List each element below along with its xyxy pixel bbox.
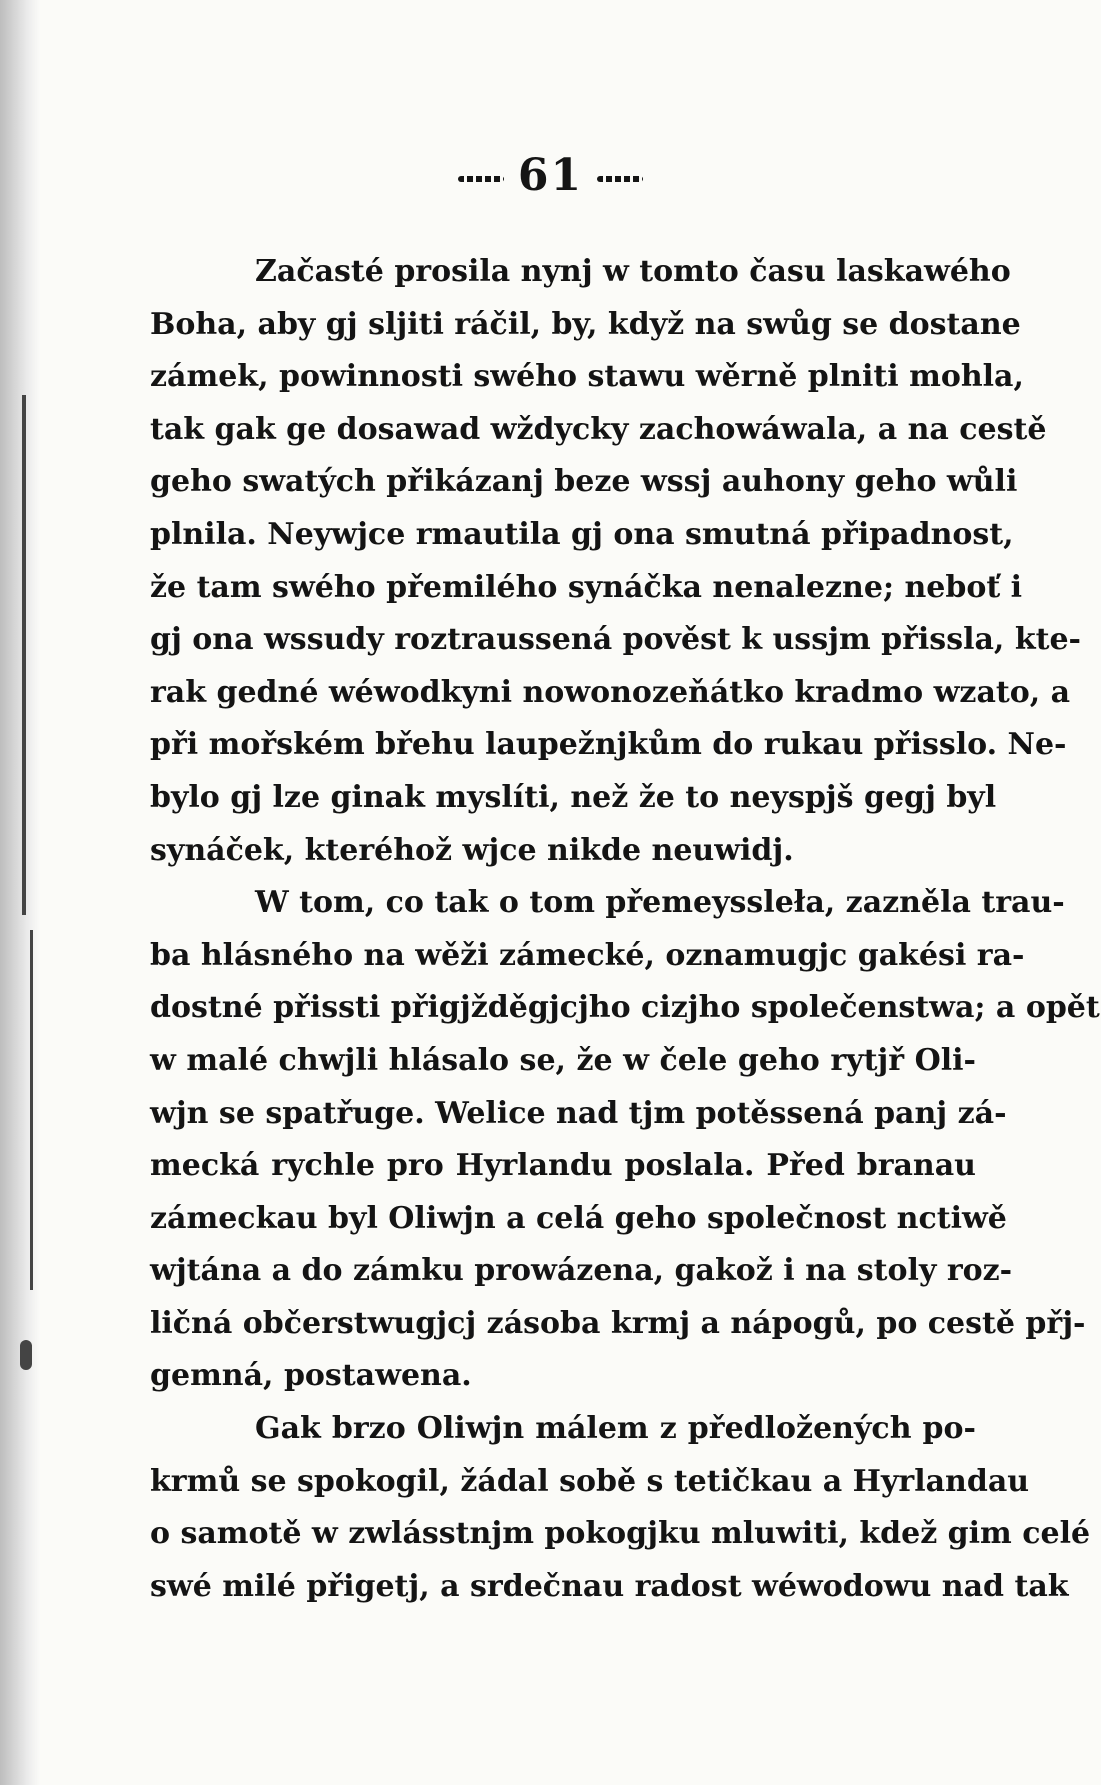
text-line: zámek, powinnosti swého stawu wěrně plniti mohla, (150, 359, 1024, 395)
ornament-left (458, 176, 504, 182)
scan-edge-mark (20, 1340, 32, 1370)
text-line: Boha, aby gj sljiti ráčil, by, když na swůg se dostane (150, 306, 1021, 342)
text-line: mecká rychle pro Hyrlandu poslala. Před branau (150, 1148, 976, 1184)
text-line: ba hlásného na wěži zámecké, oznamugjc gakési ra- (150, 937, 1025, 973)
text-line: rak gedné wéwodkyni nowonozeňátko kradmo wzato, a (150, 674, 1071, 710)
text-line: synáček, kteréhož wjce nikde neuwidj. (150, 832, 794, 868)
text-line: krmů se spokogil, žádal sobě s tetičkau a Hyrlandau (150, 1463, 1030, 1499)
text-line: swé milé přigetj, a srdečnau radost wéwodowu nad tak (150, 1568, 1069, 1604)
text-line: w malé chwjli hlásalo se, že w čele geho rytjř Oli- (150, 1042, 976, 1078)
text-line: tak gak ge dosawad wždycky zachowáwala, a na cestě (150, 411, 1047, 447)
page-header (0, 150, 1101, 201)
text-line: že tam swého přemilého synáčka nenalezne; neboť i (150, 569, 1023, 605)
text-line: bylo gj lze ginak myslíti, než že to neyspjš gegj byl (150, 779, 997, 815)
text-line: o samotě w zwlásstnjm pokogjku mluwiti, kdež gim celé (150, 1516, 1091, 1552)
text-line: Gak brzo Oliwjn málem z předložených po- (255, 1411, 976, 1447)
page-body-text (150, 246, 1100, 1613)
text-line: gemná, postawena. (150, 1358, 472, 1394)
page-number: 61 (517, 150, 584, 201)
text-line: wjtána a do zámku prowázena, gakož i na stoly roz- (150, 1253, 1013, 1289)
text-line: dostné přissti přigjžděgjcjho cizjho společenstwa; a opět (150, 990, 1100, 1026)
text-line: gj ona wssudy roztraussená pověst k ussjm přissla, kte- (150, 622, 1081, 658)
text-line: při mořském břehu laupežnjkům do rukau přisslo. Ne- (150, 727, 1067, 763)
text-line: W tom, co tak o tom přemeyssleła, zazněla trau- (255, 885, 1065, 921)
text-line: zámeckau byl Oliwjn a celá geho společnost nctiwě (150, 1200, 1007, 1236)
scan-left-shadow (0, 0, 40, 1785)
text-line: plnila. Neywjce rmautila gj ona smutná připadnost, (150, 516, 1014, 552)
scan-edge-mark (30, 930, 33, 1290)
text-line: geho swatých přikázanj beze wssj auhony geho wůli (150, 464, 1018, 500)
text-line: Začasté prosila nynj w tomto času laskawého (255, 254, 1011, 289)
ornament-right (597, 176, 643, 182)
text-line: ličná občerstwugjcj zásoba krmj a nápogů, po cestě přj- (150, 1305, 1086, 1341)
scan-edge-mark (22, 395, 26, 915)
text-line: wjn se spatřuge. Welice nad tjm potěssená panj zá- (150, 1095, 1007, 1131)
